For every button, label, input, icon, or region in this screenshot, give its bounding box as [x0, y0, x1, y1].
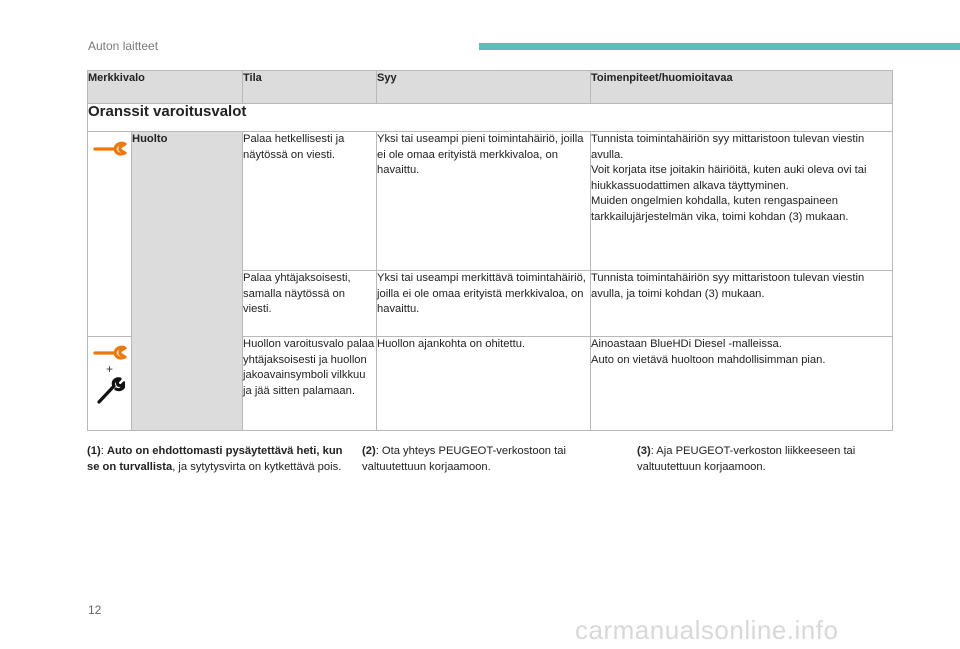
- warning-lights-table: [87, 70, 893, 431]
- action-line: Tunnista toimintahäiriön syy mittaristoon tulevan viestin avulla.: [591, 133, 865, 161]
- footnote-text: Ota yhteys PEUGEOT-verkostoon tai valtuutettuun korjaamoon.: [362, 445, 566, 473]
- footnote-separator: :: [100, 445, 107, 457]
- action-cell: [591, 132, 893, 271]
- action-line: Voit korjata itse joitakin häiriöitä, kuten auki oleva ovi tai hiukkassuodattimen alkava täyttyminen.: [591, 164, 867, 192]
- indicator-icon-cell: [88, 337, 132, 431]
- table-row: [88, 132, 893, 271]
- column-header: Syy: [377, 71, 591, 104]
- cause-cell: Yksi tai useampi merkittävä toimintahäiriö, joilla ei ole omaa erityistä merkkivaloa, on havaittu.: [377, 271, 591, 337]
- state-cell: Palaa yhtäjaksoisesti, samalla näytössä on viesti.: [243, 271, 377, 337]
- footnote: [87, 444, 352, 475]
- wrench-icon: [93, 138, 127, 158]
- page-number: 12: [88, 603, 102, 617]
- footnote-emphasis: Auto on ehdottomasti pysäytettävä heti, kun se on turvallista: [87, 445, 343, 473]
- action-cell: [591, 337, 893, 431]
- column-header: Toimenpiteet/huomioitavaa: [591, 71, 893, 104]
- header-accent-bar: [479, 43, 960, 50]
- service-key-icon: [95, 377, 125, 405]
- group-title: Oranssit varoitusvalot: [88, 104, 893, 132]
- footnote: [362, 444, 602, 475]
- action-line: Tunnista toimintahäiriön syy mittaristoon tulevan viestin avulla, ja toimi kohdan (3) mukaan.: [591, 272, 865, 300]
- action-line: Auto on vietävä huoltoon mahdollisimman pian.: [591, 353, 826, 366]
- group-row: [88, 104, 893, 132]
- footnote-ref: (2): [362, 445, 376, 457]
- action-cell: [591, 271, 893, 337]
- cause-cell: Huollon ajankohta on ohitettu.: [377, 337, 591, 431]
- wrench-icon: [93, 343, 127, 361]
- section-title: Auton laitteet: [88, 39, 159, 53]
- state-cell: Huollon varoitusvalo palaa yhtäjaksoisesti ja huollon jakoavainsymboli vilkkuu ja jää sitten palamaan.: [243, 337, 377, 431]
- footnote: [637, 444, 887, 475]
- column-header: Merkkivalo: [88, 71, 243, 104]
- state-cell: Palaa hetkellisesti ja näytössä on viesti.: [243, 132, 377, 271]
- footnote-separator: :: [650, 445, 657, 457]
- footnote-separator: :: [375, 445, 382, 457]
- footnote-text: Aja PEUGEOT-verkoston liikkeeseen tai valtuutettuun korjaamoon.: [637, 445, 856, 473]
- column-header: Tila: [243, 71, 377, 104]
- indicator-name: Huolto: [132, 132, 243, 431]
- cause-cell: Yksi tai useampi pieni toimintahäiriö, joilla ei ole omaa erityistä merkkivaloa, on havaittu.: [377, 132, 591, 271]
- plus-sign: +: [105, 362, 113, 376]
- footnote-ref: (3): [637, 445, 651, 457]
- footnote-ref: (1): [87, 445, 101, 457]
- table-header-row: [88, 71, 893, 104]
- action-line: Muiden ongelmien kohdalla, kuten rengaspaineen tarkkailujärjestelmän vika, toimi kohdan (3) mukaan.: [591, 195, 849, 223]
- watermark: carmanualsonline.info: [575, 615, 839, 645]
- footnote-text: , ja sytytysvirta on kytkettävä pois.: [172, 460, 342, 473]
- indicator-icon-cell: [88, 132, 132, 337]
- action-line: Ainoastaan BlueHDi Diesel -malleissa.: [591, 338, 782, 350]
